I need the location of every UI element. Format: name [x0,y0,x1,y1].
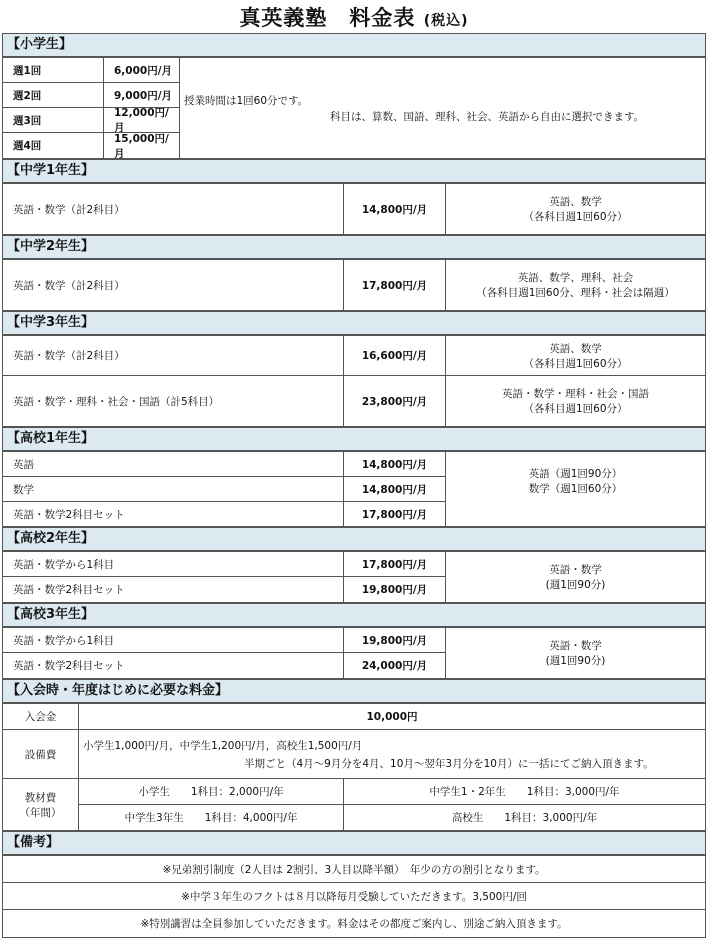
materials-hs: 高校生 1科目：3,000円/年 [343,804,706,831]
jh2-price: 17,800円/月 [343,259,446,311]
jh3-price-2: 23,800円/月 [343,375,446,427]
hs1-course-1: 英語 [2,451,344,477]
elementary-lesson-time: 授業時間は1回60分です。 [184,95,309,107]
hs1-description [445,451,706,527]
materials-jh3: 中学生3年生 1科目：4,000円/年 [78,804,344,831]
note-sibling-discount: ※兄弟割引制度（2人目は 2割引、3人目以降半額） 年少の方の割引となります。 [2,855,706,883]
jh3-desc-schedule-2: （各科目週1回60分） [523,403,628,415]
jh3-price-1: 16,600円/月 [343,335,446,376]
jh3-desc-subjects-1: 英語、数学 [549,342,602,355]
facility-fee-schedule: 半期ごと（4月～9月分を4月、10月～翌年3月分を10月）に一括にてご納入頂きます。 [244,758,654,770]
tax-note: (税込) [423,13,469,29]
section-header-hs1: 【高校1年生】 [2,427,706,451]
hs3-course-1: 英語・数学から1科目 [2,627,344,653]
hs2-course-2: 英語・数学2科目セット [2,576,344,603]
section-header-elementary: 【小学生】 [2,33,706,57]
hs1-course-2: 数学 [2,476,344,502]
jh2-desc-schedule: （各科目週1回60分、理科・社会は隔週） [476,287,675,299]
hs1-desc-math: 数学（週1回60分） [528,483,623,495]
hs3-course-2: 英語・数学2科目セット [2,652,344,679]
hs1-price-1: 14,800円/月 [343,451,446,477]
hs1-price-3: 17,800円/月 [343,501,446,527]
hs3-description [445,627,706,679]
hs1-desc-english: 英語（週1回90分） [528,468,623,480]
section-header-jh3: 【中学3年生】 [2,311,706,335]
page-title: 真英義塾 料金表 (税込) [239,6,469,30]
jh2-description [445,259,706,311]
hs3-desc-schedule: (週1回90分) [545,655,606,667]
materials-jh12: 中学生1・2年生 1科目：3,000円/年 [343,778,706,805]
note-jh3-test: ※中学３年生のフクトは８月以降毎月受験していただきます。3,500円/回 [2,882,706,910]
jh1-desc-schedule: （各科目週1回60分） [523,211,628,223]
materials-fee-label [2,778,79,831]
elementary-subjects: 科目は、算数、国語、理科、社会、英語から自由に選択できます。 [330,111,645,123]
jh1-course: 英語・数学（計2科目） [2,183,344,235]
jh1-desc-subjects: 英語、数学 [549,196,602,208]
hs1-price-2: 14,800円/月 [343,476,446,502]
elementary-price-4: 15,000円/月 [103,132,180,159]
elementary-price-2: 9,000円/月 [103,82,180,108]
jh3-description-1 [445,335,706,376]
elementary-freq-2: 週2回 [2,82,104,108]
hs2-price-2: 19,800円/月 [343,576,446,603]
section-header-hs2: 【高校2年生】 [2,527,706,551]
materials-elementary: 小学生 1科目：2,000円/年 [78,778,344,805]
materials-fee-label-main: 教材費 [24,791,57,804]
hs2-course-1: 英語・数学から1科目 [2,551,344,577]
hs2-desc-subjects: 英語・数学 [549,564,602,576]
section-header-jh1: 【中学1年生】 [2,159,706,183]
section-header-jh2: 【中学2年生】 [2,235,706,259]
admission-fee-label: 入会金 [2,703,79,730]
jh3-course-2: 英語・数学・理科・社会・国語（計5科目） [2,375,344,427]
hs3-price-2: 24,000円/月 [343,652,446,679]
jh3-desc-subjects-2: 英語・数学・理科・社会・国語 [502,388,649,400]
hs2-price-1: 17,800円/月 [343,551,446,577]
jh1-price: 14,800円/月 [343,183,446,235]
price-table [2,33,706,938]
jh3-description-2 [445,375,706,427]
section-header-notes: 【備考】 [2,831,706,855]
jh3-course-1: 英語・数学（計2科目） [2,335,344,376]
note-special-course: ※特別講習は全員参加していただきます。料金はその都度ご案内し、別途ご納入頂きます。 [2,909,706,938]
facility-fee-rates: 小学生1,000円/月，中学生1,200円/月，高校生1,500円/月 [83,740,363,752]
hs2-desc-schedule: (週1回90分) [545,579,606,591]
facility-fee-cell [78,729,706,779]
elementary-freq-3: 週3回 [2,107,104,133]
section-header-fees: 【入会時・年度はじめに必要な料金】 [2,679,706,703]
elementary-price-1: 6,000円/月 [103,57,180,83]
elementary-freq-1: 週1回 [2,57,104,83]
hs1-course-3: 英語・数学2科目セット [2,501,344,527]
elementary-price-3: 12,000円/月 [103,107,180,133]
jh1-description [445,183,706,235]
elementary-notes-cell [179,57,706,159]
elementary-freq-4: 週4回 [2,132,104,159]
admission-fee-value: 10,000円 [78,703,706,730]
jh3-desc-schedule-1: （各科目週1回60分） [523,357,628,370]
facility-fee-label: 設備費 [2,729,79,779]
jh2-desc-subjects: 英語、数学、理科、社会 [517,272,634,284]
hs3-desc-subjects: 英語・数学 [549,640,602,652]
hs2-description [445,551,706,603]
section-header-hs3: 【高校3年生】 [2,603,706,627]
jh2-course: 英語・数学（計2科目） [2,259,344,311]
hs3-price-1: 19,800円/月 [343,627,446,653]
materials-fee-label-annual: （年間） [19,806,62,819]
